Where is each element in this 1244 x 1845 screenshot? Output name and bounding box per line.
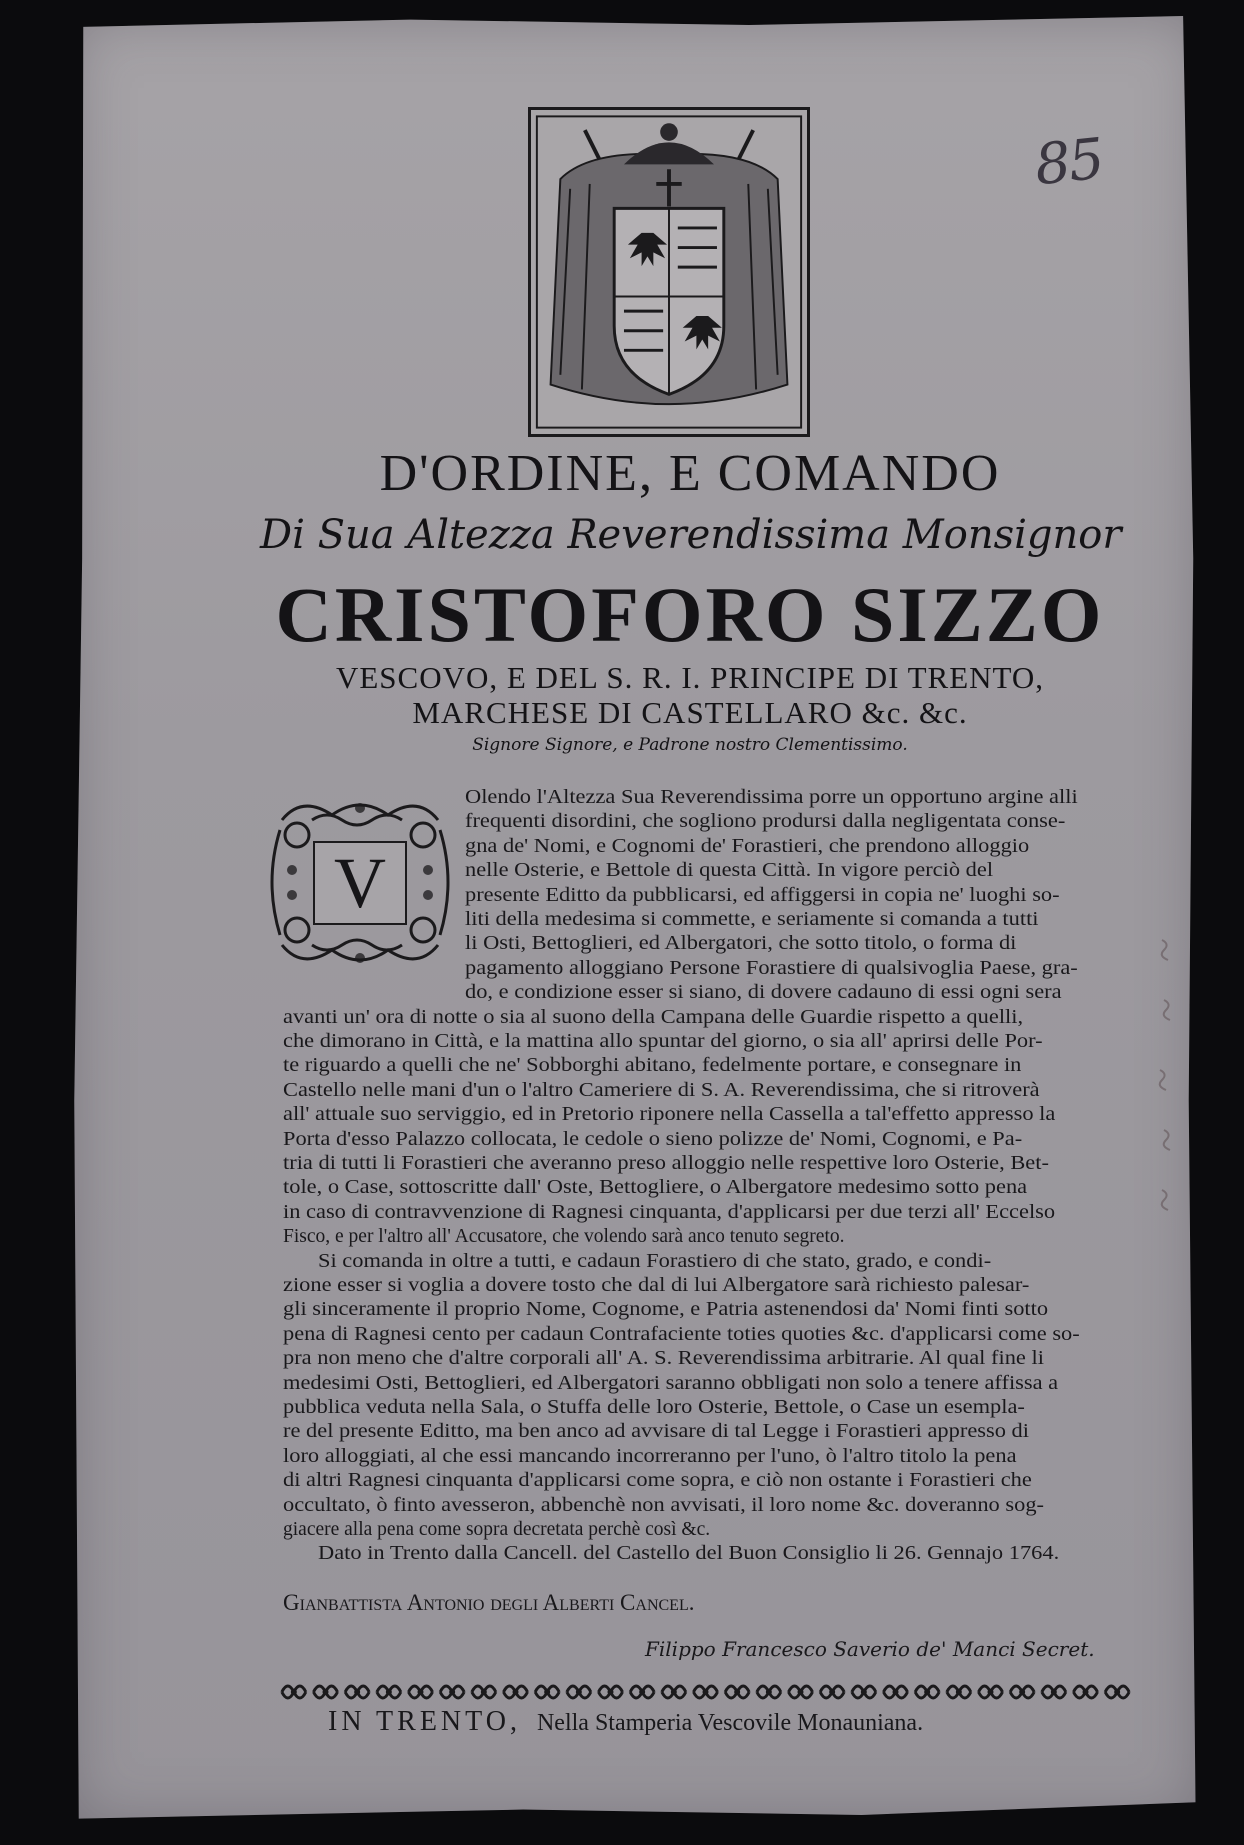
pencil-page-number: 85 [1031,126,1106,199]
body-line: all' attuale suo serviggio, ed in Pretorio riponere nella Cassella a tal'effetto appresso la [283,1104,1056,1126]
body-line: tole, o Case, sottoscritte dall' Oste, Bettogliere, o Albergatore medesimo sotto pena [283,1177,1028,1199]
ornament-fleuron [472,1686,496,1698]
body-line: occultato, ò finto avesseron, abbenchè non avvisati, il loro nome &c. doveranno sog- [283,1494,1044,1516]
ornament-fleuron [947,1686,971,1698]
body-line: nelle Osterie, e Bettole di questa Città. In vigore perciò del [465,860,994,882]
ornament-fleuron [504,1686,528,1698]
secretary-signature: Filippo Francesco Saverio de' Manci Secret. [645,1637,1095,1661]
ornament-fleuron [789,1686,813,1698]
body-line: in caso di contravvenzione di Ragnesi cinquanta, d'applicarsi per due terzi all' Eccelso [283,1201,1056,1223]
body-line: pena di Ragnesi cento per cadaun Contrafaciente toties quoties &c. d'applicarsi come so- [283,1323,1080,1345]
heading-highness: Di Sua Altezza Reverendissima Monsignor [260,512,1122,558]
body-line: liti della medesima si commette, e seriamente si comanda a tutti [465,909,1039,930]
body-line: gna de' Nomi, e Cognomi de' Forastieri, che prendono alloggio [465,835,1030,857]
margin-pencil-marks [1150,930,1190,1230]
heading-salutation: Signore Signore, e Padrone nostro Clementissimo. [472,735,908,755]
ornament-fleuron [345,1686,369,1698]
ornament-fleuron [440,1686,464,1698]
ornament-fleuron [979,1686,1003,1698]
body-line: Dato in Trento dalla Cancell. del Castello del Buon Consiglio li 26. Gennajo 1764. [318,1543,1060,1565]
ornament-fleuron [694,1686,718,1698]
ornament-fleuron [1042,1686,1066,1698]
heading-order: D'ORDINE, E COMANDO [379,445,1001,502]
ornament-fleuron [630,1686,654,1698]
body-line: Fisco, e per l'altro all' Accusatore, che volendo sarà anco tenuto segreto. [283,1226,845,1248]
body-line: di altri Ragnesi cinquanta d'applicarsi come sopra, e ciò non ostante i Forastieri che [283,1470,1032,1492]
body-line: tria di tutti li Forastieri che averanno preso alloggio nelle respettive loro Osterie, Bet- [283,1153,1049,1174]
body-line: che dimorano in Città, e la mattina allo spuntar del giorno, o sia all' aprirsi delle Por- [283,1031,1043,1052]
body-line: presente Editto da pubblicarsi, ed affiggersi in copia ne' luoghi so- [465,884,1060,906]
ornament-fleuron [884,1686,908,1698]
ornament-fleuron [599,1686,623,1698]
body-line: Olendo l'Altezza Sua Reverendissima porre un opportuno argine alli [465,787,1078,808]
ornament-fleuron [314,1686,338,1698]
ornament-fleuron [409,1686,433,1698]
ornament-fleuron [567,1686,591,1698]
ornament-fleuron [535,1686,559,1698]
ornament-fleuron [725,1686,749,1698]
heading-title-marquis: MARCHESE DI CASTELLARO &c. &c. [412,695,968,730]
body-line: te riguardo a quelli che ne' Sobborghi abitano, fedelmente portare, e consegnare in [283,1055,1022,1077]
body-line: frequenti disordini, che sogliono prodursi dalla negligentata conse- [465,811,1066,833]
body-line: do, e condizione esser si siano, di dovere cadauno di essi ogni sera [465,982,1062,1004]
ornament-fleuron [915,1686,939,1698]
body-line: giacere alla pena come sopra decretata perchè così &c. [283,1519,711,1540]
ornament-fleuron [1010,1686,1034,1698]
body-line: zione esser si voglia a dovere tosto che dal di lui Albergatore sarà richiesto palesar- [283,1275,1030,1296]
ornament-fleuron [377,1686,401,1698]
body-line: pubblica veduta nella Sala, o Stuffa delle loro Osterie, Bettole, o Case un esempla- [283,1397,1025,1418]
body-line: Castello nelle mani d'un o l'altro Cameriere di S. A. Reverendissima, che si ritroverà [283,1079,1040,1101]
body-line: medesimi Osti, Bettoglieri, ed Albergatori saranno obbligati non solo a tenere affissa a [283,1372,1059,1394]
ornament-fleuron [820,1686,844,1698]
body-line: loro alloggiati, al che essi mancando incorreranno per l'uno, ò l'altro titolo la pena [283,1445,1017,1467]
chancellor-signature: Gianbattista Antonio degli Alberti Cancel. [283,1590,695,1615]
heading-title-bishop: VESCOVO, E DEL S. R. I. PRINCIPE DI TRENTO, [335,660,1045,695]
body-line: re del presente Editto, ma ben anco ad avvisare di tal Legge i Forastieri appresso di [283,1421,1030,1443]
body-line: gli sinceramente il proprio Nome, Cognome, e Patria astenendosi da' Nomi finti sotto [283,1299,1049,1321]
body-line: pagamento alloggiano Persone Forastiere di qualsivoglia Paese, gra- [465,957,1078,979]
ornament-fleuron [1105,1686,1129,1698]
imprint-press: Nella Stamperia Vescovile Monauniana. [536,1710,924,1736]
initial-letter: V [334,842,386,923]
body-line: Porta d'esso Palazzo collocata, le cedole o sieno polizze de' Nomi, Cognomi, e Pa- [283,1128,1023,1150]
body-line: Si comanda in oltre a tutti, e cadaun Forastiero di che stato, grado, e condi- [318,1250,992,1272]
ornament-fleuron [1074,1686,1098,1698]
body-line: avanti un' ora di notte o sia al suono della Campana delle Guardie rispetto a quelli, [283,1006,1024,1028]
body-line: li Osti, Bettoglieri, ed Albergatori, che sotto titolo, o forma di [465,933,1017,955]
ornament-fleuron [757,1686,781,1698]
body-line: pra non meno che d'altre corporali all' A. S. Reverendissima arbitrarie. Al qual fine li [283,1348,1044,1370]
imprint [328,1706,923,1738]
heading-name: CRISTOFORO SIZZO [275,571,1105,658]
ornament-fleuron [662,1686,686,1698]
ornament-fleuron [282,1686,306,1698]
ornament-fleuron [852,1686,876,1698]
imprint-city: IN TRENTO, [328,1706,521,1737]
printer-ornament-band [278,1678,1133,1706]
